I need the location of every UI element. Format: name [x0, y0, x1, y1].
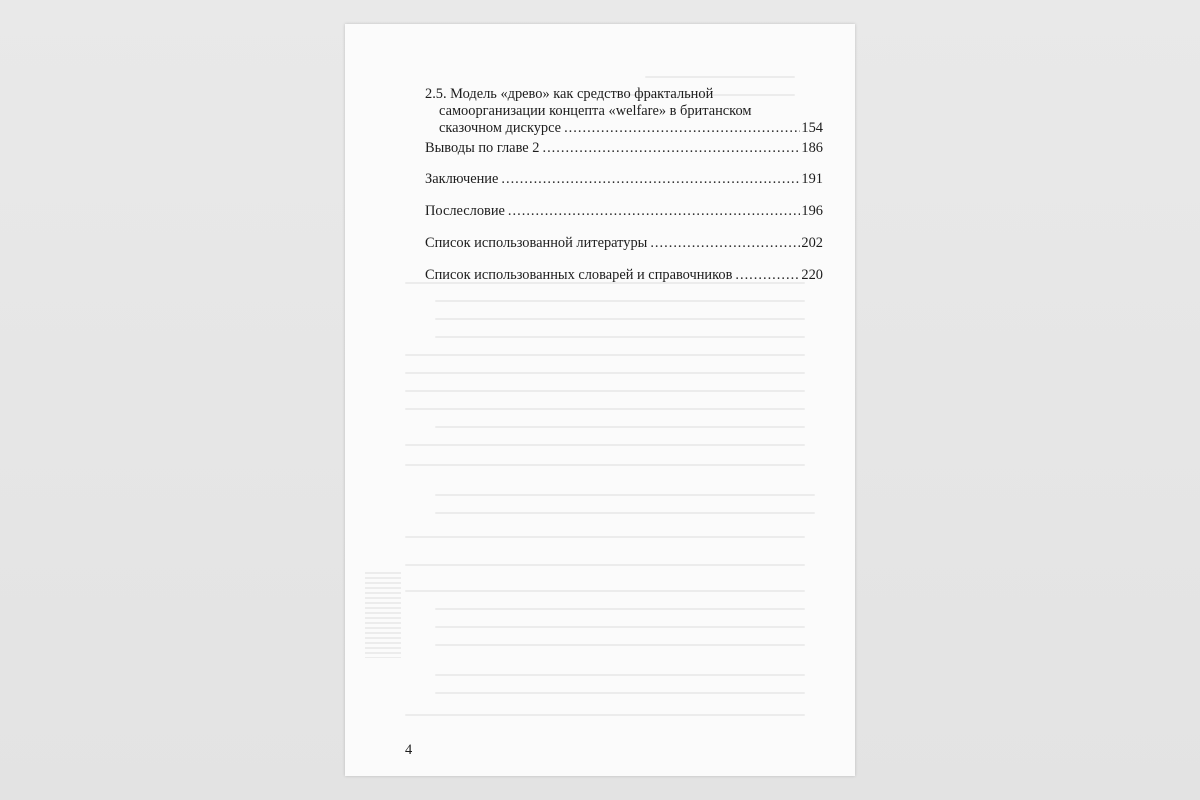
toc-entry-conclusions-chapter-2 — [425, 140, 823, 157]
toc-entry-page: 202 — [801, 235, 823, 251]
toc-entry-leader-line — [425, 140, 823, 157]
toc-entry-title: Список использованной литературы — [425, 235, 648, 251]
toc-entry-leader-line — [425, 171, 823, 188]
dot-leader — [501, 171, 800, 188]
toc-entry-leader-line — [425, 235, 823, 252]
toc-entry-title: Выводы по главе 2 — [425, 140, 540, 156]
toc-entry-leader-line — [425, 120, 823, 137]
dot-leader — [735, 267, 800, 284]
toc-entry-title: Заключение — [425, 171, 499, 187]
toc-entry-page: 154 — [801, 120, 823, 136]
toc-entry-leader-line — [425, 267, 823, 284]
toc-entry-title-line: самоорганизации концепта «welfare» в британском — [439, 103, 752, 119]
dot-leader — [564, 120, 800, 137]
toc-entry-dictionaries — [425, 267, 823, 284]
dot-leader — [542, 140, 800, 157]
toc-entry-conclusion — [425, 171, 823, 188]
toc-entry-references — [425, 235, 823, 252]
toc-entry-title: Послесловие — [425, 203, 505, 219]
document-page — [345, 24, 855, 776]
toc-entry-leader-line — [425, 203, 823, 220]
toc-entry-2-5 — [425, 86, 823, 137]
toc-entry-page: 191 — [801, 171, 823, 187]
table-of-contents — [425, 86, 823, 284]
toc-entry-page: 186 — [801, 140, 823, 156]
page-number: 4 — [405, 742, 413, 758]
toc-entry-afterword — [425, 203, 823, 220]
dot-leader — [650, 235, 800, 252]
toc-entry-page: 220 — [801, 267, 823, 283]
toc-entry-title-line: сказочном дискурсе — [439, 120, 562, 136]
toc-entry-title: Список использованных словарей и справочников — [425, 267, 733, 283]
dot-leader — [508, 203, 800, 220]
toc-entry-title-line: 2.5. Модель «древо» как средство фрактальной — [425, 86, 714, 102]
toc-entry-page: 196 — [801, 203, 823, 219]
